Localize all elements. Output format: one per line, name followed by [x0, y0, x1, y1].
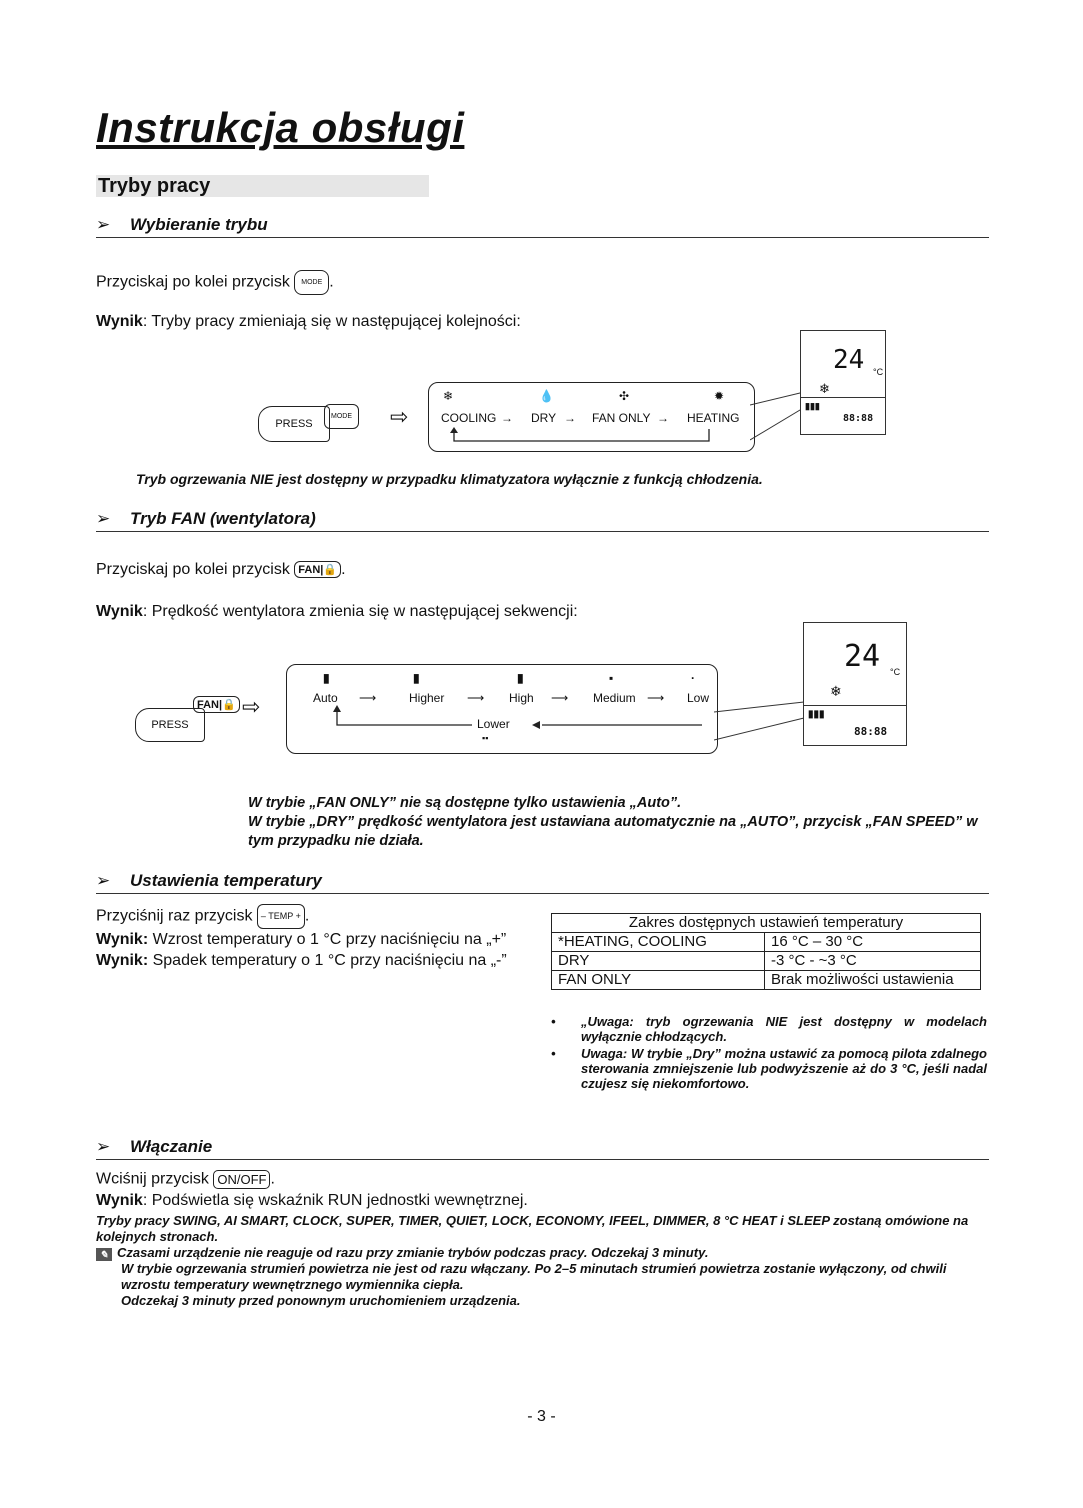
lcd-unit: °C — [890, 667, 901, 677]
fan-low: Low — [687, 691, 710, 705]
mode-result: Wynik: Tryby pracy zmieniają się w następującej kolejności: — [96, 313, 521, 330]
fan-medium-icon: ▪ — [609, 671, 614, 685]
lcd-clock: 88:88 — [843, 413, 874, 424]
fan-high: High — [509, 691, 534, 705]
lcd-cool-icon: ❄ — [819, 381, 830, 396]
fan-higher-icon: ▮ — [413, 671, 420, 685]
cool-icon: ❄ — [443, 389, 454, 403]
loop-arrow-icon — [332, 705, 712, 735]
mode-sequence-box — [428, 382, 755, 452]
remote-lcd-display — [800, 330, 886, 435]
heat-icon: ✹ — [714, 389, 725, 403]
lcd-temperature: 24 — [844, 639, 881, 674]
mode-fan-only: FAN ONLY — [592, 411, 651, 425]
arrow-right-icon: ⇨ — [390, 404, 409, 429]
mode-cooling: COOLING — [441, 411, 497, 425]
on-modes-note: Tryby pracy SWING, AI SMART, CLOCK, SUPER, TIMER, QUIET, LOCK, ECONOMY, IFEEL, DIMMER, 8 °C HEAT i SLEEP zostaną omówione na kolejnych stronach. — [96, 1213, 969, 1244]
fan-button-diagram: FAN|🔒 — [193, 696, 240, 713]
arrow-right-icon: ⇨ — [242, 694, 261, 719]
fan-lower: Lower — [477, 717, 510, 731]
arrow-right-icon: ⟶ — [647, 691, 665, 705]
lcd-fan-bars-icon: ▮▮▮ — [805, 401, 820, 411]
bullet-icon: • — [551, 1046, 556, 1061]
on-off-button[interactable]: ON/OFF — [213, 1170, 270, 1189]
table-row: *HEATING, COOLING 16 °C – 30 °C — [552, 933, 981, 952]
temp-instructions: Przyciśnij raz przycisk – TEMP + . Wynik: Wzrost temperatury o 1 °C przy naciśnięciu na „+” Wynik: Spadek temperatury o 1 °C przy naciśnięciu na „-” — [96, 904, 507, 971]
press-hand-icon: PRESS — [258, 406, 330, 442]
mode-note: Tryb ogrzewania NIE jest dostępny w przypadku klimatyzatora wyłącznie z funkcją chłodzenia. — [136, 471, 763, 487]
table-row: DRY -3 °C - ~3 °C — [552, 952, 981, 971]
arrow-bullet-icon: ➢ — [96, 1137, 111, 1156]
fan-icon: ✣ — [619, 389, 630, 403]
fan-result: Wynik: Prędkość wentylatora zmienia się w następującej sekwencji: — [96, 603, 578, 620]
remote-lcd-display — [803, 622, 907, 746]
fan-auto-icon: ▮ — [323, 671, 330, 685]
mode-heating: HEATING — [687, 411, 740, 425]
mode-button[interactable]: MODE — [294, 270, 329, 295]
table-header: Zakres dostępnych ustawień temperatury — [552, 914, 981, 933]
section-heading: Tryby pracy — [96, 175, 429, 197]
callout-lines — [714, 700, 806, 750]
fan-heading: ➢ Tryb FAN (wentylatora) — [96, 509, 989, 532]
mode-button-diagram: MODE — [324, 404, 359, 429]
fan-lower-icon: ▪▪ — [482, 733, 489, 743]
on-result: Wynik: Podświetla się wskaźnik RUN jednostki wewnętrznej. — [96, 1192, 528, 1209]
fan-button[interactable]: FAN|🔒 — [294, 561, 341, 578]
page-number: - 3 - — [527, 1408, 556, 1425]
fan-sequence-box — [286, 664, 718, 754]
press-hand-icon: PRESS — [135, 708, 205, 742]
loop-arrow-icon — [449, 427, 719, 447]
fan-higher: Higher — [409, 691, 445, 705]
arrow-bullet-icon: ➢ — [96, 871, 111, 890]
mode-dry: DRY — [531, 411, 557, 425]
temp-heading: ➢ Ustawienia temperatury — [96, 871, 989, 894]
bullet-icon: • — [551, 1014, 556, 1029]
dry-icon: 💧 — [539, 389, 554, 403]
arrow-right-icon: ⟶ — [551, 691, 569, 705]
fan-press-line: Przyciskaj po kolei przycisk FAN|🔒 . — [96, 561, 346, 578]
on-notes: ✎ Czasami urządzenie nie reaguje od razu przy zmianie trybów podczas pracy. Odczekaj 3 minuty. W trybie ogrzewania strumień powietrza nie jest od razu włączany. Po 2–5 minutach strumień powietrza zostanie wyłączony, od chwili wzrostu temperatury wewnętrznego wymiennika ciepła. Odczekaj 3 minuty przed ponownym uruchomieniem urządzenia. — [96, 1245, 991, 1309]
arrow-right-icon: → — [657, 411, 669, 425]
lcd-unit: °C — [873, 367, 884, 377]
arrow-right-icon: → — [564, 411, 576, 425]
lcd-cool-icon: ❄ — [830, 683, 842, 699]
fan-notes: W trybie „FAN ONLY” nie są dostępne tylko ustawienia „Auto”. W trybie „DRY” prędkość wentylatora jest ustawiana automatycznie na „AUTO”, przycisk „FAN SPEED” w tym przypadku nie działa. — [248, 795, 978, 849]
fan-high-icon: ▮ — [517, 671, 524, 685]
lcd-temperature: 24 — [833, 345, 865, 375]
on-press-line: Wciśnij przycisk ON/OFF . — [96, 1170, 275, 1188]
pencil-icon: ✎ — [96, 1248, 112, 1261]
arrow-right-icon: ⟶ — [359, 691, 377, 705]
table-row: FAN ONLY Brak możliwości ustawienia — [552, 971, 981, 990]
lcd-clock: 88:88 — [854, 725, 888, 738]
fan-low-icon: · — [691, 671, 695, 685]
arrow-right-icon: → — [501, 411, 513, 425]
temp-notes: • „Uwaga: tryb ogrzewania NIE jest dostępny w modelach wyłącznie chłodzących. • Uwaga: W trybie „Dry” można ustawić za pomocą pilota zdalnego sterowania zmniejszenie lub podwyższenie aż do 3 °C, jeśli nadal czujesz się niekomfortowo. — [551, 1014, 987, 1091]
fan-auto: Auto — [313, 691, 338, 705]
arrow-bullet-icon: ➢ — [96, 509, 111, 528]
temp-range-table — [551, 913, 981, 990]
mode-press-line: Przyciskaj po kolei przycisk MODE . — [96, 270, 334, 295]
arrow-bullet-icon: ➢ — [96, 215, 111, 234]
fan-medium: Medium — [593, 691, 636, 705]
mode-heading: ➢ Wybieranie trybu — [96, 215, 989, 238]
temp-button[interactable]: – TEMP + — [257, 904, 305, 929]
arrow-right-icon: ⟶ — [467, 691, 485, 705]
page-title: Instrukcja obsługi — [96, 104, 465, 151]
lcd-fan-bars-icon: ▮▮▮ — [808, 709, 825, 720]
on-heading: ➢ Włączanie — [96, 1137, 989, 1160]
